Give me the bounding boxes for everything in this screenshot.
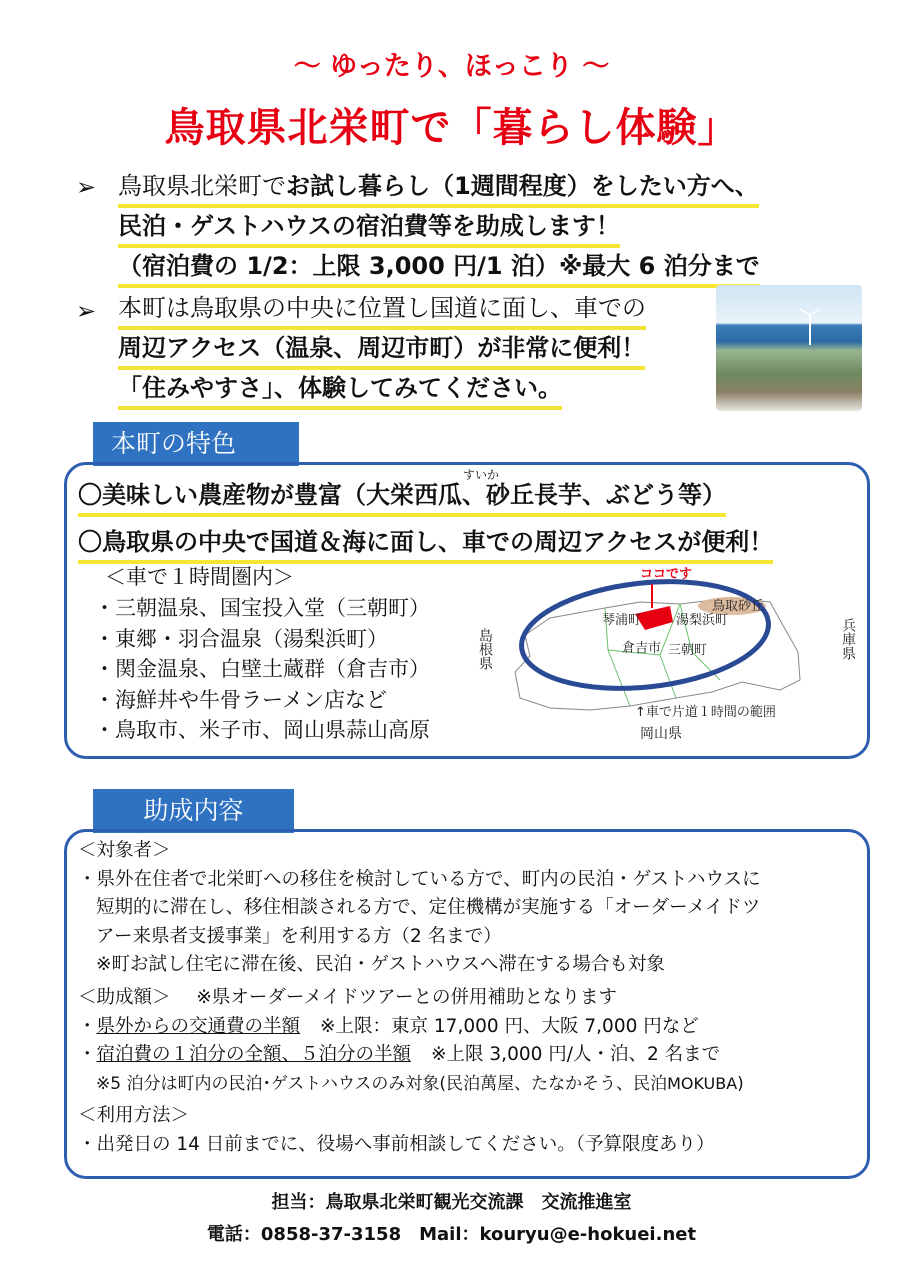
wind-turbine-icon <box>716 285 862 411</box>
map-caption: ↑車で片道１時間の範囲 <box>635 705 776 720</box>
bullet: ・ <box>78 1015 97 1037</box>
arrow-icon: ➢ <box>76 297 97 325</box>
page-title: 鳥取県北栄町で「暮らし体験」 <box>164 105 739 151</box>
target-heading: ＜対象者＞ <box>78 840 171 861</box>
intro-text: 本町は鳥取県の中央に位置し国道に面し、車での <box>118 290 646 330</box>
map-pref-label: 島根県 <box>477 628 493 670</box>
ruby-text: すいか <box>463 468 500 482</box>
amount-limit: ※上限：東京 17,000 円、大阪 7,000 円など <box>320 1015 699 1037</box>
intro-bullet-1 <box>118 168 760 288</box>
section-heading-grant: 助成内容 <box>93 789 294 833</box>
intro-text: 鳥取県北栄町で <box>118 172 286 200</box>
map-town-label: 三朝町 <box>668 643 708 658</box>
map-town-label: 琴浦町 <box>602 613 642 628</box>
intro-text: お試し暮らし（1週間程度）をしたい方へ、 <box>286 172 759 200</box>
usage-line: ・出発日の 14 日前までに、役場へ事前相談してください。（予算限度あり） <box>78 1133 715 1155</box>
target-line: 短期的に滞在し、移住相談される方で、定住機構が実施する「オーダーメイドツ <box>96 897 761 919</box>
amount-heading: ＜助成額＞ <box>78 986 171 1008</box>
subtitle: ～ ゆったり、ほっこり ～ <box>293 51 610 82</box>
arrow-icon: ➢ <box>76 173 97 201</box>
list-item: ・東郷・羽合温泉（湯梨浜町） <box>94 626 388 651</box>
map-here-label: ココです <box>640 567 693 582</box>
target-line: ※町お試し住宅に滞在後、民泊・ゲストハウスへ滞在する場合も対象 <box>96 954 665 976</box>
section-heading-features: 本町の特色 <box>93 422 299 466</box>
contact-phone-mail: 電話：0858-37-3158 Mail：kouryu@e-hokuei.net <box>206 1224 697 1245</box>
list-item: ・関金温泉、白壁土蔵群（倉吉市） <box>94 657 430 681</box>
contact-department: 担当：鳥取県北栄町観光交流課 交流推進室 <box>271 1192 632 1213</box>
amount-item: 宿泊費の１泊分の全額、５泊分の半額 <box>96 1044 412 1066</box>
intro-text: 周辺アクセス（温泉、周辺市町）が非常に便利！ <box>118 330 645 370</box>
amount-note-2: ※5 泊分は町内の民泊･ゲストハウスのみ対象(民泊萬屋、たなかそう、民泊MOKUBA) <box>96 1073 744 1094</box>
list-item: ・三朝温泉、国宝投入堂（三朝町） <box>94 596 430 620</box>
amount-note: ※県オーダーメイドツアーとの併用補助となります <box>196 986 618 1008</box>
map-town-label: 倉吉市 <box>622 641 662 656</box>
grant-content <box>78 837 760 1160</box>
list-item: ・鳥取市、米子市、岡山県蒜山高原 <box>94 718 430 742</box>
target-line: ・県外在住者で北栄町への移住を検討している方で、町内の民泊・ゲストハウスに <box>78 868 761 890</box>
intro-text: 「住みやすさ」、体験してみてください。 <box>118 370 562 410</box>
map-pref-label: 岡山県 <box>640 726 682 742</box>
amount-limit: ※上限 3,000 円/人・泊、2 名まで <box>431 1044 721 1066</box>
intro-bullet-2 <box>118 290 646 410</box>
map-town-label: 湯梨浜町 <box>676 613 729 628</box>
feature-item-2: 〇鳥取県の中央で国道＆海に面し、車での周辺アクセスが便利！ <box>78 524 773 564</box>
sub-heading: ＜車で１時間圏内＞ <box>105 565 294 589</box>
place-list <box>94 593 430 746</box>
map-town-label: 鳥取砂丘 <box>712 599 765 614</box>
target-line: アー来県者支援事業」を利用する方（2 名まで） <box>96 925 502 947</box>
access-map <box>477 560 865 750</box>
intro-text: （宿泊費の 1/2：上限 3,000 円/1 泊）※最大 6 泊分まで <box>118 248 760 288</box>
feature-item-1: 〇美味しい農産物が豊富（大栄西瓜、砂丘長芋、ぶどう等） <box>78 477 726 517</box>
intro-text: 民泊・ゲストハウスの宿泊費等を助成します！ <box>118 208 620 248</box>
amount-item: 県外からの交通費の半額 <box>96 1015 301 1037</box>
list-item: ・海鮮丼や牛骨ラーメン店など <box>94 687 387 712</box>
town-photo <box>716 285 862 411</box>
bullet: ・ <box>78 1044 97 1066</box>
map-pref-label: 兵庫県 <box>840 618 856 660</box>
usage-heading: ＜利用方法＞ <box>78 1105 190 1127</box>
